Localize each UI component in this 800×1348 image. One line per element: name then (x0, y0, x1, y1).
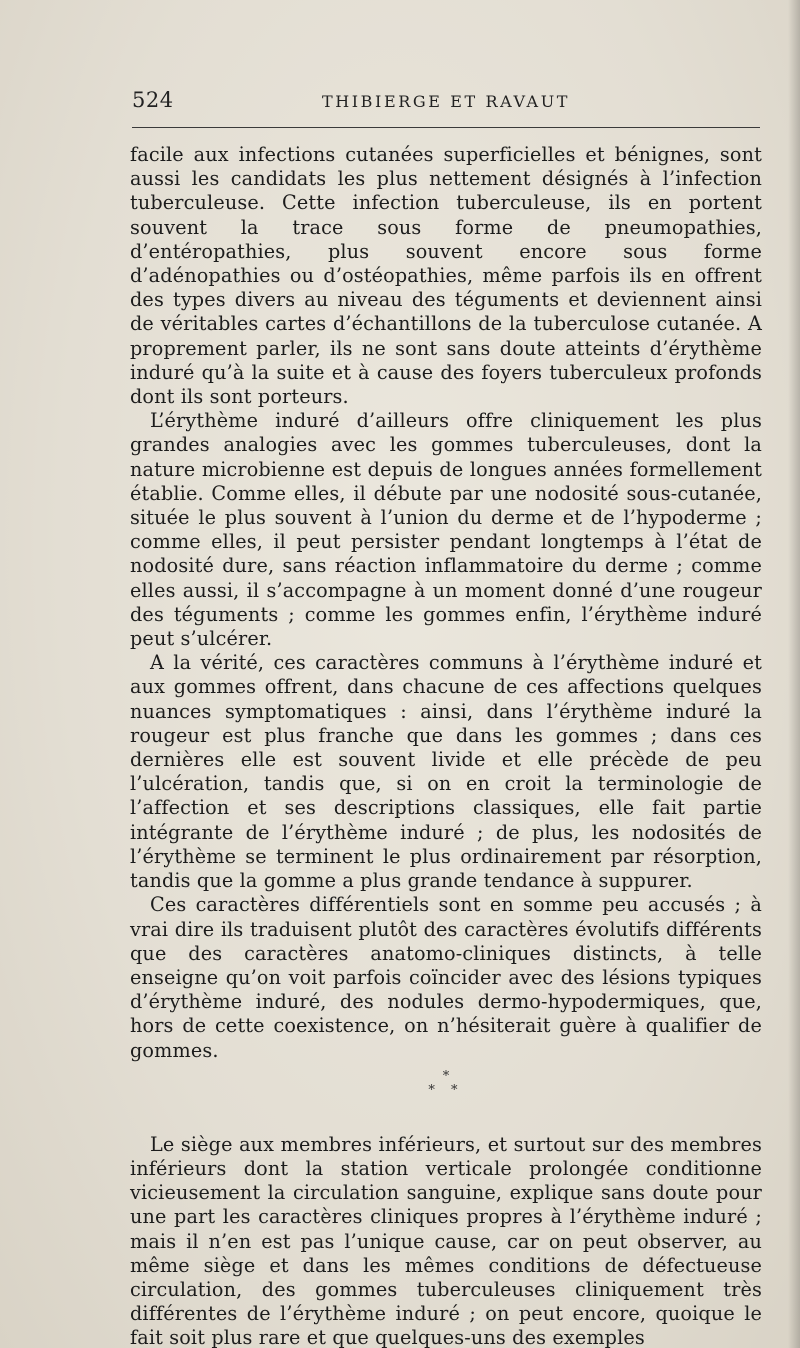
asterism-star: * (442, 1068, 450, 1084)
paragraph: A la vérité, ces caractères communs à l’érythème induré et aux gommes offrent, dans chacune de ces affections quelques nuances symptomatiques : ainsi, dans l’érythème induré la rougeur est plus franche que dans les gommes ; dans ces dernières elle est souvent livide et elle précède de peu l’ulcération, tandis que, si on en croit la terminologie de l’affection et ses descriptions classiques, elle fait partie intégrante de l’érythème induré ; de plus, les nodosités de l’érythème se terminent le plus ordinairement par résorption, tandis que la gomme a plus grande tendance à suppurer. (130, 651, 762, 893)
paragraph: Le siège aux membres inférieurs, et surtout sur des membres inférieurs dont la station verticale prolongée conditionne vicieusement la circulation sanguine, explique sans doute pour une part les caractères cliniques propres à l’érythème induré ; mais il n’en est pas l’unique cause, car on peut observer, au même siège et dans les mêmes conditions de défectueuse circulation, des gommes tuberculeuses cliniquement très différentes de l’érythème induré ; on peut encore, quoique le fait soit plus rare et que quelques-uns des exemples (130, 1132, 762, 1348)
page-number: 524 (132, 88, 174, 112)
body-text (130, 143, 762, 1348)
page-gutter-shadow (788, 0, 800, 1348)
header-rule (132, 127, 760, 128)
running-title: THIBIERGE ET RAVAUT (321, 92, 571, 111)
running-header (132, 88, 760, 118)
paragraph: L’érythème induré d’ailleurs offre cliniquement les plus grandes analogies avec les gommes tuberculeuses, dont la nature microbienne est depuis de longues années formellement établie. Comme elles, il débute par une nodosité sous-cutanée, située le plus souvent à l’union du derme et de l’hypoderme ; comme elles, il peut persister pendant longtemps à l’état de nodosité dure, sans réaction inflammatoire du derme ; comme elles aussi, il s’accompagne à un moment donné d’une rougeur des téguments ; comme les gommes enfin, l’érythème induré peut s’ulcérer. (130, 409, 762, 651)
asterism-stars: * * (428, 1082, 464, 1098)
paragraph: facile aux infections cutanées superficielles et bénignes, sont aussi les candidats les plus nettement désignés à l’infection tuberculeuse. Cette infection tuberculeuse, ils en portent souvent la trace sous forme de pneumopathies, d’entéropathies, plus souvent encore sous forme d’adénopathies ou d’ostéopathies, même parfois ils en offrent des types divers au niveau des téguments et deviennent ainsi de véritables cartes d’échantillons de la tuberculose cutanée. A proprement parler, ils ne sont sans doute atteints d’érythème induré qu’à la suite et à cause des foyers tuberculeux profonds dont ils sont porteurs. (130, 143, 762, 409)
section-break-asterism (130, 1069, 762, 1105)
paragraph: Ces caractères différentiels sont en somme peu accusés ; à vrai dire ils traduisent plutôt des caractères évolutifs différents que des caractères anatomo-cliniques distincts, à telle enseigne qu’on voit parfois coïncider avec des lésions typiques d’érythème induré, des nodules dermo-hypodermiques, que, hors de cette coexistence, on n’hésiterait guère à qualifier de gommes. (130, 893, 762, 1062)
